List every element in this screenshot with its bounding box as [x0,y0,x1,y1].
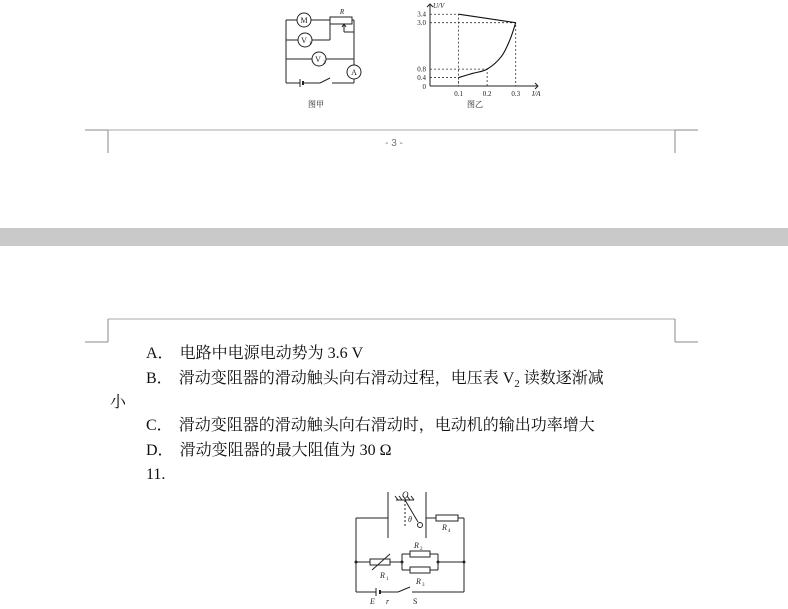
r3-label: R [416,577,421,586]
page-number: - 3 - [385,138,403,149]
option-a [146,344,363,364]
y-tick-label: 0.8 [417,65,426,74]
option-b-text-after: 读数逐渐减 [519,370,604,387]
option-a-label: A． [146,345,174,362]
x-tick-label: 0.1 [454,90,463,98]
option-d-label: D． [146,442,174,459]
x-tick-label: 0.3 [511,90,521,98]
option-d-text: 滑动变阻器的最大阻值为 30 Ω [179,442,392,459]
series-line-1 [459,14,516,22]
r1-sub: 1 [386,577,389,582]
page-gap [0,228,788,246]
fig-yi-caption: 图乙 [467,100,483,109]
r4-label: R [442,523,447,532]
y-axis-label: U/V [433,2,445,10]
option-b-text-before: 滑动变阻器的滑动触头向右滑动过程，电压表 V [178,370,515,387]
switch-label: S [413,597,418,606]
guide-line [430,78,459,86]
r2-label: R [414,541,419,550]
y-tick-label: 3.4 [417,10,426,19]
option-b [146,369,604,394]
r1-label: R [380,571,385,580]
emf-label: E [370,597,375,606]
guide-line [430,14,459,86]
motor-label: M [300,16,308,25]
page-corner-marks-bottom [0,316,788,346]
r4-sub: 4 [448,529,451,534]
ammeter-label: A [351,68,357,77]
question-number: 11. [146,466,166,483]
circuit-diagram-11 [350,490,490,608]
x-axis-label: I/A [532,90,541,98]
pivot-label: O [402,490,409,500]
origin-label: 0 [422,83,426,91]
theta-label: θ [408,515,412,524]
option-b-label: B． [146,370,173,387]
r3-sub: 3 [422,583,425,588]
option-b-sub: 2 [514,378,520,391]
option-c-text: 滑动变阻器的滑动触头向右滑动时，电动机的输出功率增大 [178,417,595,434]
voltmeter2-label: V [315,55,321,64]
y-tick-label: 0.4 [417,74,426,83]
option-a-text: 电路中电源电动势为 3.6 V [179,345,364,362]
option-d [146,441,391,461]
option-b-wrap: 小 [110,394,127,411]
option-c [146,416,595,436]
internal-resistance-label: r [386,597,390,606]
page-3-bottom-area [0,0,788,228]
voltmeter1-label: V [301,36,307,45]
page-4-top-area [0,246,788,609]
u-i-chart [400,0,540,110]
y-tick-label: 3.0 [417,19,426,28]
r2-sub: 2 [420,547,423,552]
option-c-label: C． [146,417,173,434]
voltmeter2-sub: 2 [323,61,326,66]
resistor-label: R [339,8,345,16]
circuit-diagram-jia [280,8,370,109]
voltmeter1-sub: 1 [309,42,312,47]
fig-jia-caption: 图甲 [308,100,324,109]
x-tick-label: 0.2 [482,90,492,98]
